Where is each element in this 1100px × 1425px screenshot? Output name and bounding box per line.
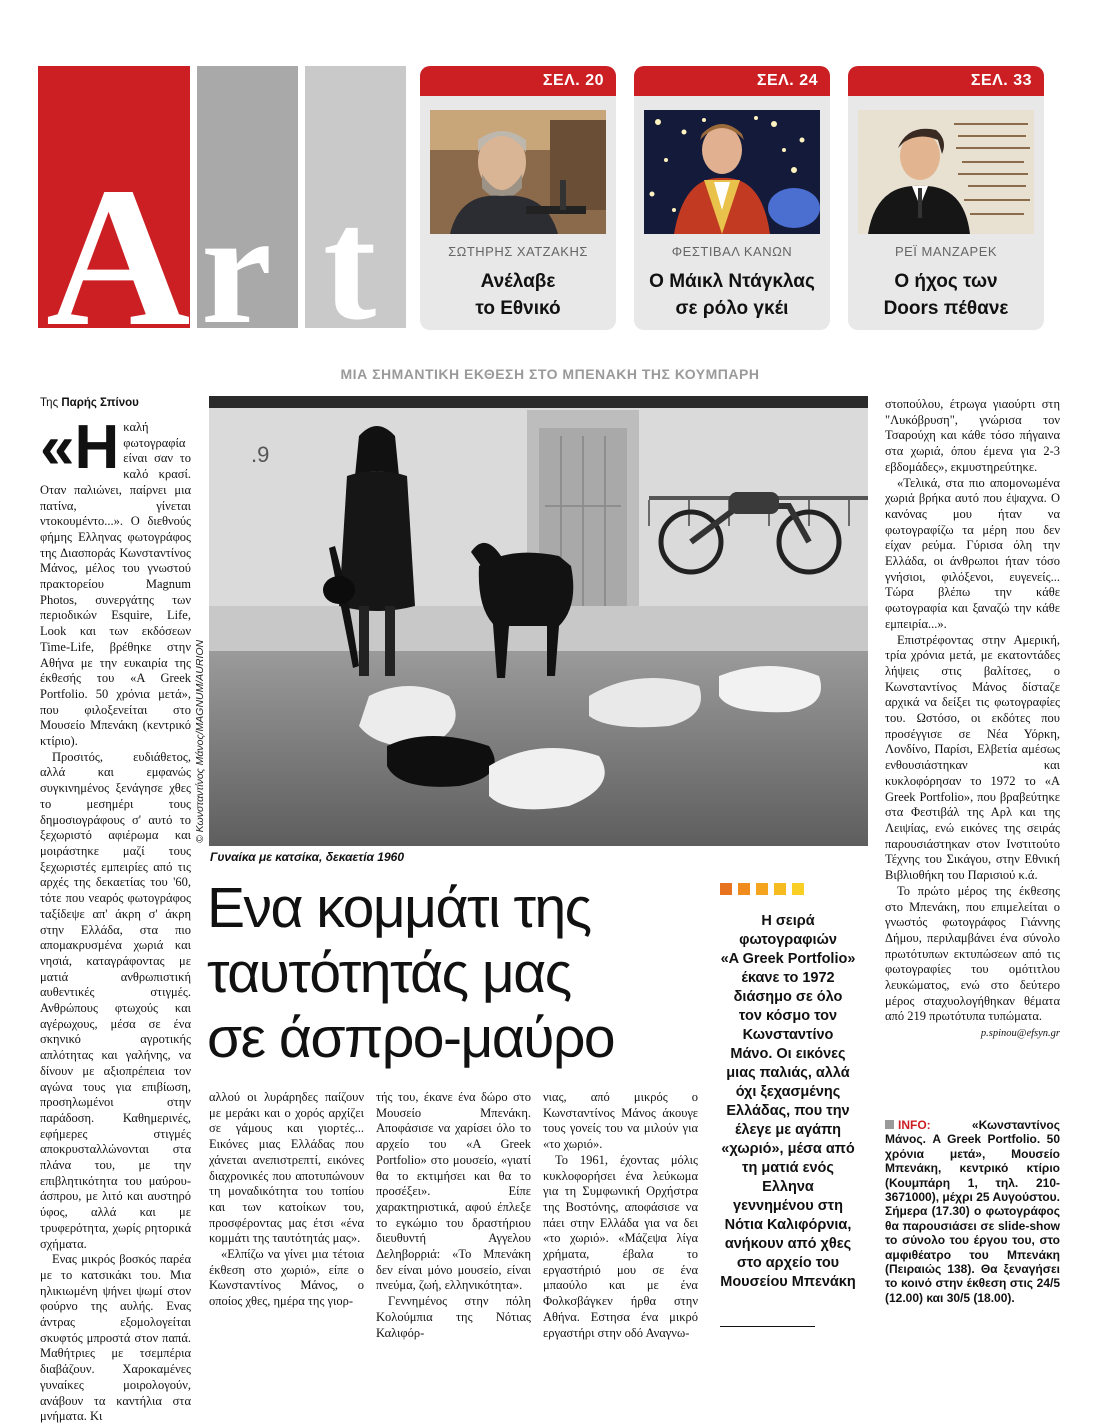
article-headline: Ενα κομμάτι της ταυτότητάς μας σε άσπρο-μαύρο [207,876,615,1070]
author-email: p.spinou@efsyn.gr [980,1028,1060,1040]
teaser-page-label: ΣΕΛ. 24 [634,66,830,96]
teaser-manzarek[interactable] [848,66,1044,330]
article-column-1: «Ηκαλή φωτογραφία είναι σαν το καλό κρασί. Οταν παλιώνει, παίρνει μια πατίνα, γίνεται ντοκουμέντο...». Ο διεθνούς φήμης Ελληνας φωτογράφος της Διασποράς Κωνσταντίνος Μάνος, μέλος του γνωστού πρακτορείου Magnum Photos, συνεργάτης των περιοδικών Esquire, Life, Look και των εκδόσεων Time-Life, βρέθηκε στην Αθήνα με την ευκαιρία της έκθεσής του «A Greek Portfolio. 50 χρόνια μετά», που φιλοξενείται στο Μουσείο Μπενάκη (κεντρικό κτίριο). Προσιτός, ευδιάθετος, αλλά και εμφανώς συγκινημένος ξενάγησε χθες το μεσημέρι τους δημοσιογράφους σ' αυτό το ξεχωριστό αφιέρωμα και μοιράστηκε μαζί τους ξεχωριστές εμπειρίες από τις αρχές της δεκαετίας του '60, τότε που νεαρός φωτογράφος ταξίδεψε απ' άκρη σ' άκρη στην Ελλάδα, στα πιο απομακρυσμένα χωριά και νησιά, καταγράφοντας με ματιά ανθρωπιστική αυθεντικές στιγμές. Ανθρώπους φτωχούς και αγέρωχους, μέσα σε ένα σκηνικό αγροτικής απλότητας και γαλήνης, να δίνουν με αξιοπρέπεια τον αγώνα τους για επιβίωση, προσηλωμένοι στην παράδοση. Καθημερινές, εφήμερες στιγμές αποκρυσταλλώνονται στα πλάνα του, με την επιβλητικότητα του μαύρου-άσπρου, με λιτό και αυστηρό ύφος, αλλά και με τρυφερότητα, χωρίς ρητορικά σχήματα. Ενας μικρός βοσκός παρέα με το κατσικάκι του. Μια ηλικιωμένη ψήνει ψωμί στον φούρνο της αυλής. Ενας άντρας εξομολογείται σκυφτός μπροστά στον παπά. Μαθήτριες με τσεμπέρια διαβάζουν. Χαροκαμένες γυναίκες μοιρολογούν, ανάβουν τα καντήλια στα μνήματα. Κι [40,413,191,1424]
article-column-3: τής του, έκανε ένα δώρο στο Μουσείο Μπενάκη. Αποφάσισε να χαρίσει όλο το αρχείο του «A Greek Portfolio» στο μουσείο, «γιατί θα το εκτιμήσει και θα το προσέξει». Είπε χαρακτηριστικά, αφού έπλεξε το εγκώμιο του δραστήριου διευθυντή Αγγελου Δεληβορριά: «Το Μπενάκη δεν είναι μόνο μουσείο, είναι πνεύμα, ζωή, ελληνικότητα». Γεννημένος στην πόλη Κολούμπια της Νότιας Καλιφόρ- [376,1090,531,1340]
photo-caption: Γυναίκα με κατσίκα, δεκαετία 1960 [210,850,404,864]
main-photo-woman-with-goat [209,396,868,846]
art-logo-block-t [305,66,406,353]
teaser-name: ΡΕΪ ΜΑΝΖΑΡΕΚ [894,244,998,259]
art-logo-letter-r: r [201,179,273,357]
article-column-4: νιας, από μικρός ο Κωνσταντίνος Μάνος άκουγε τους γονείς του να μιλούν για «το χωριό». Το 1961, έχοντας μόλις κυκλοφορήσει ένα λεύκωμα για τη Συμφωνική Ορχήστρα της Βοστόνης, αποφάσισε να πάει στην Ελλάδα για να δει «το χωριό». «Μάζεψα λίγα χρήματα, έβαλα το εργαστήριό μου σε ένα μπαούλο και με ένα Φολκσβάγκεν ήρθα στην Αθήνα. Εστησα ένα μικρό εργαστήρι στην οδό Αναγνω- [543,1090,698,1340]
decor-square [720,883,732,895]
drop-cap: «Η [40,413,120,482]
photo-credit: © Κωνσταντίνος Μάνος/MAGNUM/AURION [194,639,206,843]
pull-quote: Η σειρά φωτογραφιών «A Greek Portfolio» έκανε το 1972 διάσημο σε όλο τον κόσμο τον Κωνσταντίνο Μάνο. Οι εικόνες μιας παλιάς, αλλά όχι ξεχασμένης Ελλάδας, που την έλεγε με αγάπη «χωριό», μέσα από τη ματιά ενός Ελληνα γεννημένου στη Νότια Καλιφόρνια, ανήκουν από χθες στο αρχείο του Μουσείου Μπενάκη [720,913,856,1290]
art-logo-block-r [197,66,298,357]
teaser-headline: Ο Μάικλ Ντάγκλας σε ρόλο γκέι [649,271,815,319]
teaser-page-label: ΣΕΛ. 33 [848,66,1044,96]
decorative-squares [720,882,810,900]
byline: Της Παρής Σπίνου [40,397,139,409]
teaser-douglas[interactable] [634,66,830,330]
decor-square [738,883,750,895]
art-logo-letter-a: A [46,147,191,368]
decor-square [756,883,768,895]
art-logo-block-a [38,66,191,368]
article-column-2: αλλού οι λυράρηδες παίζουν με μεράκι και ο χορός αρχίζει σε γάμους και γιορτές... Εικόνες μιας Ελλάδας που χάνεται ανεπιστρεπτί, εικόνες διαχρονικές που αποτυπώνουν τη μοναδικότητα του τοπίου και των κατοίκων του, προσφέροντας μας έτσι «ένα κομμάτι της ταυτότητάς μας». «Ελπίζω να γίνει μια τέτοια έκθεση στο χωριό», είπε ο Κωνσταντίνος Μάνος, ο οποίος χθες, ημέρα της γιορ- [209,1090,364,1309]
teaser-name: ΦΕΣΤΙΒΑΛ ΚΑΝΩΝ [671,244,793,259]
decor-square [792,883,804,895]
decor-square [774,883,786,895]
teaser-photo-hatzakis [430,110,606,234]
teaser-name: ΣΩΤΗΡΗΣ ΧΑΤΖΑΚΗΣ [448,244,588,259]
pull-quote-rule [720,1326,815,1327]
teaser-page-label: ΣΕΛ. 20 [420,66,616,96]
teaser-photo-douglas [644,110,820,234]
teaser-headline: Ανέλαβε το Εθνικό [475,271,561,319]
art-logo-letter-t: t [323,175,377,353]
teaser-headline: Ο ήχος των Doors πέθανε [883,271,1009,319]
info-label: INFO: [898,1118,931,1132]
teaser-hatzakis[interactable] [420,66,616,330]
info-square-icon [885,1120,894,1129]
teaser-photo-manzarek [858,110,1034,234]
section-kicker: ΜΙΑ ΣΗΜΑΝΤΙΚΗ ΕΚΘΕΣΗ ΣΤΟ ΜΠΕΝΑΚΗ ΤΗΣ ΚΟΥΜΠΑΡΗ [340,366,760,382]
article-column-5: στοπούλου, έτρωγα γιαούρτι στη "Λυκόβρυση", γνώρισα τον Τσαρούχη και κάθε τόσο πήγαινα στα χωριά, όπου έμενα για 2-3 εβδομάδες», εκμυστηρεύτηκε. «Τελικά, στα πιο απομονωμένα χωριά βρήκα αυτό που έψαχνα. Ο κανόνας μου ήταν να φωτογραφίζω τα μέρη που δεν είχαν ρεύμα. Γύρισα όλη την Ελλάδα, οι άνθρωποι ήταν τόσο γνήσιοι, φιλόξενοι, ευγενείς... Τώρα βλέπω την κάθε φωτογραφία και ξαναζώ την κάθε εμπειρία...». Επιστρέφοντας στην Αμερική, τρία χρόνια μετά, με εκατοντάδες λήψεις στις βαλίτσες, ο Κωνσταντίνος Μάνος δίσταζε αρχικά να δείξει τις φωτογραφίες του. Ωστόσο, οι εκδότες που προσέγγισε σε Νέα Υόρκη, Λονδίνο, Παρίσι, Ελβετία αμέσως ενθουσιάστηκαν και κυκλοφόρησαν το 1972 το «A Greek Portfolio», που βραβεύτηκε στα Φεστιβάλ της Αρλ και της Λειψίας, ενώ εικόνες της σειράς παρουσιάστηκαν στον Ινστιτούτο Τέχνης του Σικάγου, στην Εθνική Βιβλιοθήκη του Παρισιού κ.ά. Το πρώτο μέρος της έκθεσης στο Μπενάκη, που επιμελείται ο γνωστός φωτογράφος Γιάννης Δήμου, περιλαμβάνει ένα σύνολο πρωτότυπων εκτυπώσεων από τις φωτογραφίες του ομότιτλου λευκώματος, ενώ στο δεύτερο μέρος σταχυολογήθηκαν θέματα από 219 πρωτότυπα τυπώματα. p.spinou@efsyn.gr [885,397,1060,1042]
byline-author: Παρής Σπίνου [61,397,139,409]
wall-sign-number: .9 [251,442,270,467]
info-text: «Κωνσταντίνος Μάνος. A Greek Portfolio. 50 χρόνια μετά», Μουσείο Μπενάκη, κεντρικό κτίριο (Κουμπάρη 1, τηλ. 210-3671000), μέχρι 25 Αυγούστου. Σήμερα (17.30) ο φωτογράφος θα παρουσιάσει σε slide-show το σύνολο του έργου του, στο αμφιθέατρο του Μπενάκη (Πειραιώς 138). Θα ξεναγήσει το κοινό στην έκθεση στις 24/5 (12.00) και 30/5 (18.00). [885,1118,1060,1305]
info-box [885,1118,1060,1305]
